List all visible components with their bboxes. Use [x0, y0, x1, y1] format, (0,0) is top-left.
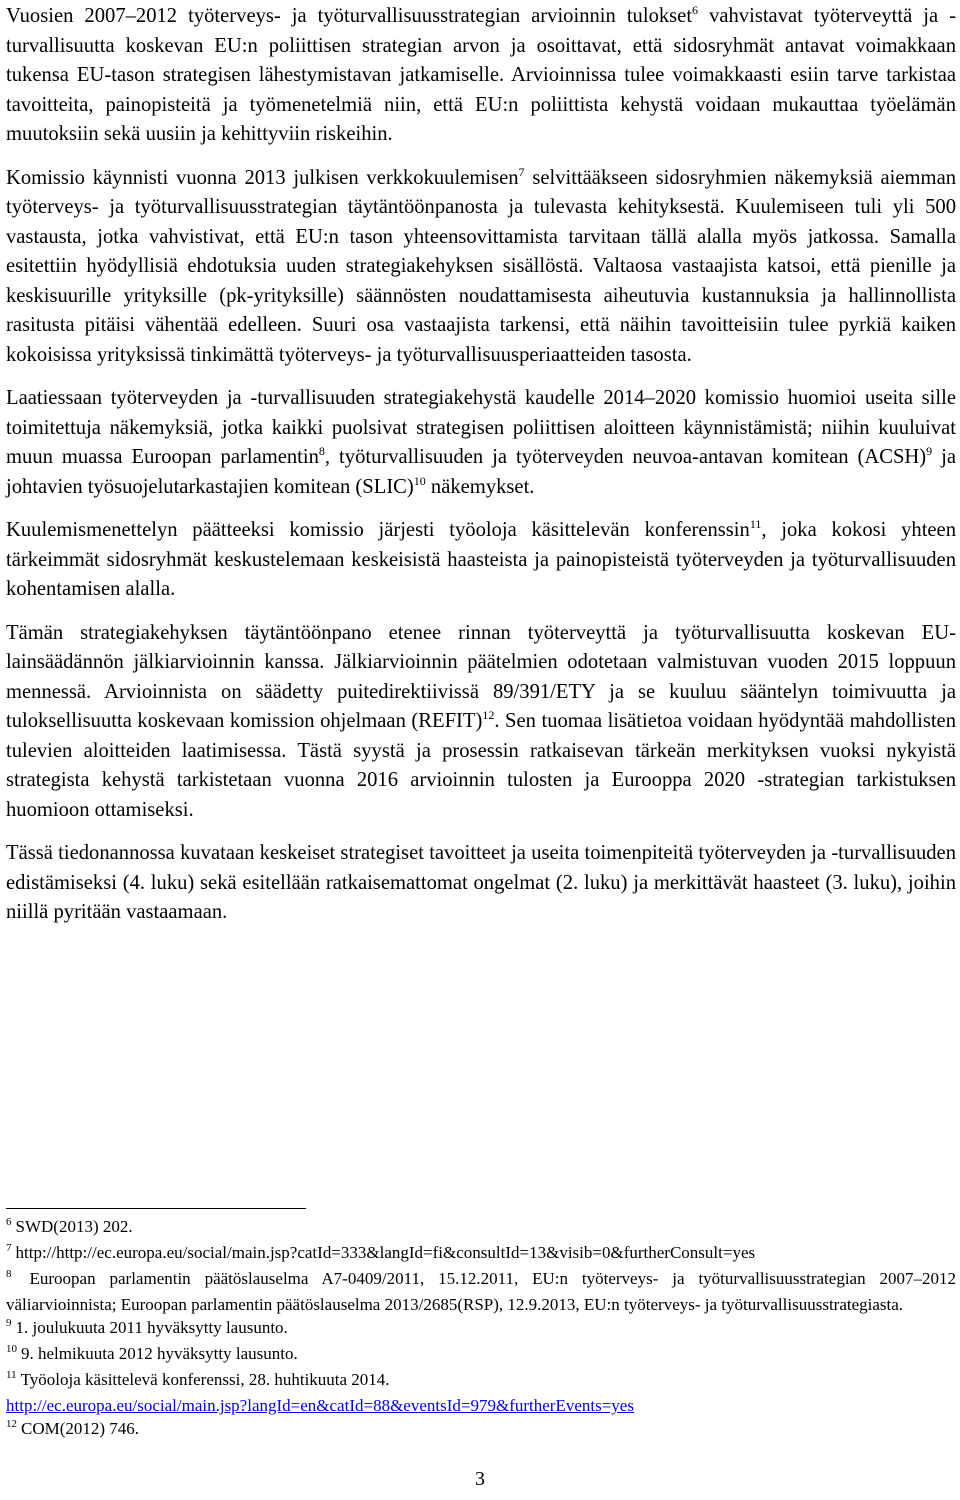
- footnote-separator: [6, 1208, 306, 1209]
- paragraph-consultation: [6, 164, 956, 371]
- paragraph-communication-summary: [6, 839, 956, 928]
- footnote-text: Euroopan parlamentin päätöslauselma A7-0409/2011, 15.12.2011, EU:n työterveys- ja työturvallisuusstrategian 2007–2012 väliarvioinnista; Euroopan parlamentin päätöslauselma 2013/2685(RSP), 12.9.2013, EU:n työterveys- ja työturvallisuusstrategiasta.: [6, 1269, 956, 1314]
- footnote-7: [6, 1241, 956, 1267]
- paragraph-text: Komissio käynnisti vuonna 2013 julkisen verkkokuulemisen: [6, 166, 519, 189]
- footnote-text: 9. helmikuuta 2012 hyväksytty lausunto.: [21, 1344, 298, 1363]
- paragraph-strategic-framework: [6, 384, 956, 502]
- footnote-number: 8: [6, 1268, 12, 1280]
- footnote-text: SWD(2013) 202.: [15, 1217, 133, 1236]
- document-body: [6, 2, 956, 942]
- footnote-8: [6, 1267, 956, 1316]
- footnote-ref[interactable]: 10: [413, 473, 426, 488]
- paragraph-text: , työturvallisuuden ja työterveyden neuvoa-antavan komitean (ACSH): [324, 446, 927, 468]
- footnote-ref[interactable]: 7: [518, 164, 525, 179]
- footnote-11: [6, 1368, 956, 1394]
- paragraph-evaluation-results: [6, 2, 956, 150]
- paragraph-conference: [6, 516, 956, 605]
- paragraph-text: vahvistavat työterveyttä ja -turvallisuutta koskevan EU:n poliittisen strategian arvon ja osoittavat, että sidosryhmät antavat voimakkaan tukensa EU-tason strategisen lähestymistavan jatkamiselle. Arvioinnissa tulee voimakkaasti esiin tarve tarkistaa tavoitteita, painopisteitä ja työmenetelmiä niin, että EU:n poliittista kehystä voidaan mukauttaa työelämän muutoksiin sekä uusiin ja kehittyviin riskeihin.: [6, 5, 956, 145]
- footnote-ref[interactable]: 6: [692, 3, 699, 17]
- paragraph-text: ja johtavien työsuojelutarkastajien komitean (SLIC): [6, 446, 956, 498]
- footnote-text: 1. joulukuuta 2011 hyväksytty lausunto.: [15, 1318, 288, 1337]
- paragraph-text: Tässä tiedonannossa kuvataan keskeiset strategiset tavoitteet ja useita toimenpiteitä työterveyden ja -turvallisuuden edistämiseksi (4. luku) sekä esitellään ratkaisemattomat ongelmat (2. luku) ja merkittävät haasteet (3. luku), joihin niillä pyritään vastaamaan.: [6, 842, 956, 923]
- paragraph-text: näkemykset.: [425, 475, 535, 498]
- footnotes-section: [6, 1208, 956, 1443]
- footnote-number: 12: [6, 1418, 17, 1430]
- paragraph-text: , joka kokosi yhteen tärkeimmät sidosryhmät keskustelemaan keskeisistä haasteista ja painopisteistä työterveyden ja työturvallisuuden kohentamisen alalla.: [6, 519, 956, 600]
- paragraph-evaluation-refit: [6, 619, 956, 826]
- footnote-number: 10: [6, 1343, 17, 1355]
- page-number: 3: [475, 1468, 485, 1490]
- footnote-12: [6, 1417, 956, 1443]
- paragraph-text: selvittääkseen sidosryhmien näkemyksiä aiemman työterveys- ja työturvallisuusstrategian täytäntöönpanosta ja tulevasta kehityksestä. Kuulemiseen tuli yli 500 vastausta, jotka vahvistivat, että EU:n tason yhteensovittamista tarvitaan tällä alalla myös jatkossa. Samalla esitettiin hyödyllisiä ehdotuksia uuden strategiakehyksen sisällöstä. Valtaosa vastaajista katsoi, että pienille ja keskisuurille yrityksille (pk-yrityksille) säännösten noudattamisesta aiheutuvia kustannuksia ja hallinnollista rasitusta pitäisi vähentää edelleen. Suuri osa vastaajista tarkensi, että näihin tavoitteisiin tulee pyrkiä kaiken kokoisissa yrityksissä tinkimättä työterveys- ja työturvallisuusperiaatteiden tasosta.: [6, 166, 957, 366]
- footnote-number: 11: [6, 1369, 17, 1381]
- paragraph-text: . Sen tuomaa lisätietoa voidaan hyödyntää mahdollisten tulevien aloitteiden laatimisessa. Tästä syystä ja prosessin ratkaisevan tärkeän merkityksen vuoksi nykyistä strategista kehystä tarkistetaan vuonna 2016 arvioinnin tulosten ja Eurooppa 2020 -strategian tarkistuksen huomioon ottamiseksi.: [6, 710, 956, 821]
- footnote-text: COM(2012) 746.: [21, 1419, 140, 1438]
- footnote-ref[interactable]: 11: [749, 517, 762, 531]
- footnote-ref[interactable]: 8: [318, 444, 325, 458]
- footnote-number: 6: [6, 1216, 12, 1228]
- paragraph-text: Kuulemismenettelyn päätteeksi komissio järjesti työoloja käsittelevän konferenssin: [6, 519, 750, 541]
- paragraph-text: Tämän strategiakehyksen täytäntöönpano etenee rinnan työterveyttä ja työturvallisuutta koskevan EU-lainsäädännön jälkiarvioinnin kanssa. Jälkiarvioinnin päätelmien odotetaan valmistuvan vuoden 2015 loppuun mennessä. Arvioinnista on säädetty puitedirektiivissä 89/391/ETY ja se kuuluu sääntelyn toimivuutta ja tuloksellisuutta koskevaan komission ohjelmaan (REFIT): [6, 621, 956, 732]
- footnote-ref[interactable]: 9: [926, 444, 933, 458]
- footnote-11-link: [6, 1394, 956, 1417]
- footnote-ref[interactable]: 12: [482, 708, 495, 722]
- footnote-10: [6, 1342, 956, 1368]
- footnote-text: http://http://ec.europa.eu/social/main.jsp?catId=333&langId=fi&consultId=13&visib=0&furtherConsult=yes: [15, 1243, 756, 1262]
- paragraph-text: Vuosien 2007–2012 työterveys- ja työturvallisuusstrategian arvioinnin tulokset: [6, 5, 693, 27]
- footnote-number: 7: [6, 1242, 12, 1254]
- footnote-6: [6, 1215, 956, 1241]
- footnote-number: 9: [6, 1317, 12, 1329]
- footnote-text: Työoloja käsittelevä konferenssi, 28. huhtikuuta 2014.: [20, 1370, 390, 1389]
- conference-link[interactable]: http://ec.europa.eu/social/main.jsp?langId=en&catId=88&eventsId=979&furtherEvents=yes: [6, 1396, 634, 1415]
- footnote-9: [6, 1316, 956, 1342]
- paragraph-text: Laatiessaan työterveyden ja -turvallisuuden strategiakehystä kaudelle 2014–2020 komissio huomioi useita sille toimitettuja näkemyksiä, jotka kaikki puolsivat strategisen poliittisen aloitteen käynnistämistä; niihin kuuluivat muun muassa Euroopan parlamentin: [6, 387, 956, 468]
